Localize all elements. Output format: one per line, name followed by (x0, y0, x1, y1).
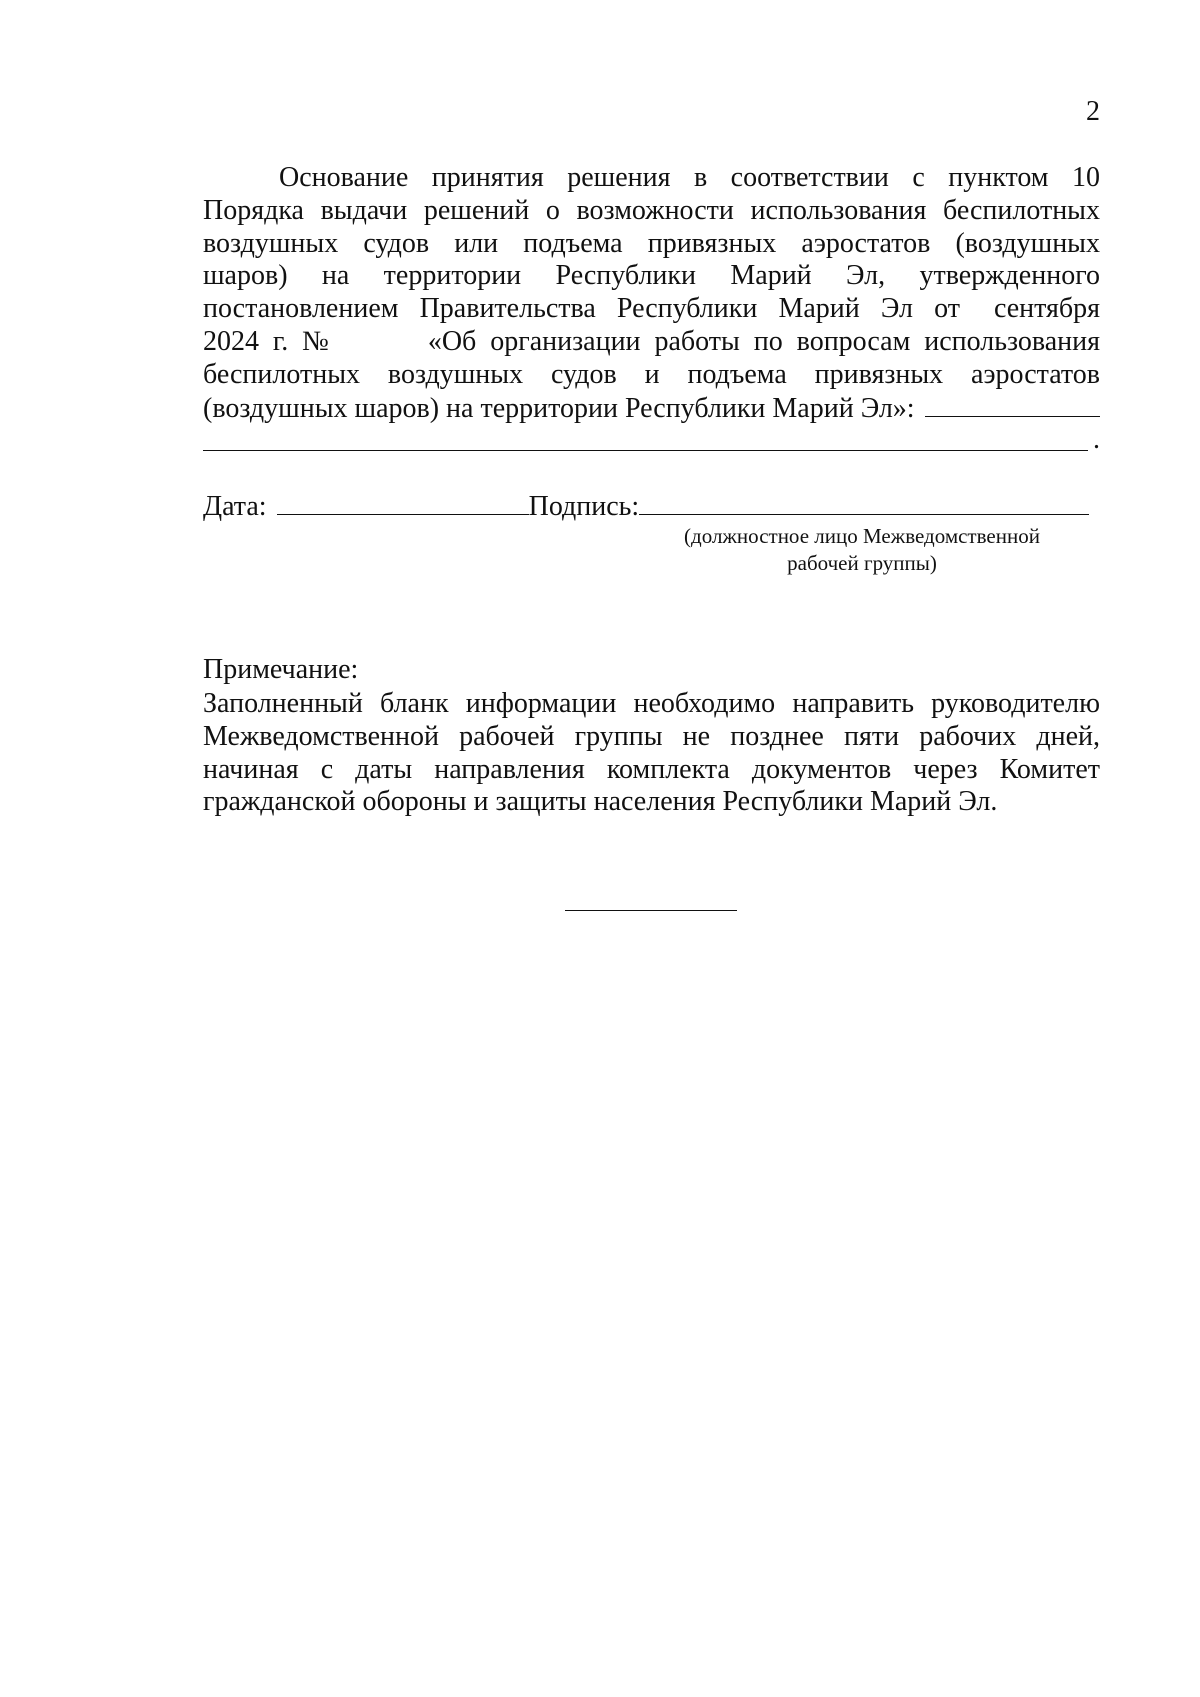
signature-label: Подпись: (528, 491, 640, 522)
note-line-2: Межведомственной рабочей группы не позднее пяти рабочих дней, (203, 720, 1100, 752)
basis-line-5 (203, 293, 1100, 326)
basis-line-2: Порядка выдачи решений о возможности использования беспилотных (203, 194, 1100, 226)
end-divider (565, 910, 737, 911)
note-heading: Примечание: (203, 654, 359, 685)
page-number: 2 (1086, 96, 1100, 127)
signature-blank[interactable] (639, 490, 1089, 515)
basis-line-7: беспилотных воздушных судов и подъема привязных аэростатов (203, 358, 1100, 390)
signature-caption-line-1: (должностное лицо Межведомственной (684, 524, 1040, 548)
date-label: Дата: (203, 491, 267, 522)
basis-line-3: воздушных судов или подъема привязных аэростатов (воздушных (203, 227, 1100, 259)
basis-line-4: шаров) на территории Республики Марий Эл, утвержденного (203, 260, 1100, 292)
decree-year-number: 2024 г. № (203, 325, 336, 357)
date-signature-row (203, 490, 1089, 523)
signature-caption-line-2: рабочей группы) (787, 551, 937, 575)
date-blank[interactable] (277, 490, 529, 515)
basis-blank-short[interactable] (925, 392, 1100, 417)
decree-title-start: «Об организации работы по вопросам использования (427, 325, 1101, 357)
note-line-4: гражданской обороны и защиты населения Республики Марий Эл. (203, 786, 998, 818)
note-paragraph (203, 688, 1100, 819)
signature-caption (650, 523, 1074, 577)
basis-line-1: Основание принятия решения в соответствии с пунктом 10 (279, 162, 1100, 193)
basis-line-6 (203, 326, 1100, 359)
basis-end-period: . (1093, 424, 1100, 456)
decree-month: сентября (993, 293, 1100, 325)
basis-line-8 (203, 392, 1100, 425)
basis-blank-full-rule (203, 450, 1088, 451)
note-line-3: начиная с даты направления комплекта документов через Комитет (203, 753, 1100, 785)
basis-paragraph (203, 162, 1100, 457)
basis-line-8-text: (воздушных шаров) на территории Республики Марий Эл»: (203, 392, 915, 424)
note-line-1: Заполненный бланк информации необходимо направить руководителю (203, 688, 1100, 719)
basis-blank-full[interactable] (203, 424, 1100, 457)
basis-line-5-start: постановлением Правительства Республики Марий Эл от (203, 293, 960, 325)
